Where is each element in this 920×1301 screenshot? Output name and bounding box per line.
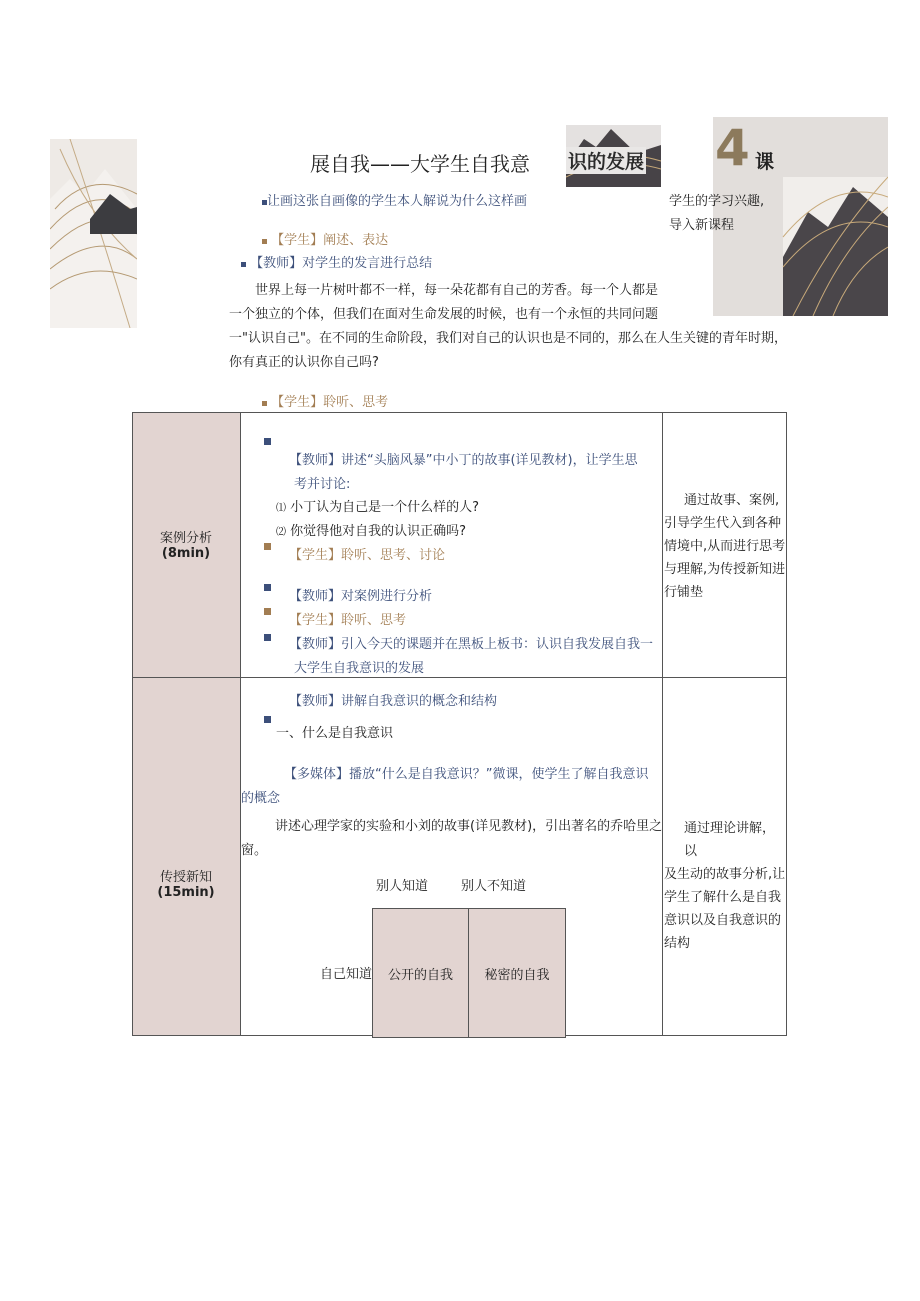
- teacher-intro-line-1: 【教师】引入今天的课题并在黑板上板书：认识自我发展自我一: [289, 637, 654, 652]
- stage-name: 传授新知: [159, 870, 212, 885]
- intro-student-2: 【学生】聆听、思考: [262, 391, 388, 415]
- johari-col-2: 别人不知道: [461, 879, 527, 894]
- bullet-icon: [262, 401, 267, 406]
- teacher-analyze: 【教师】对案例进行分析: [289, 589, 433, 604]
- intro-teacher-1: 【教师】对学生的发言进行总结: [241, 252, 432, 276]
- stage-name: 案例分析: [159, 531, 212, 546]
- bullet-icon: [264, 438, 271, 445]
- teacher-story-line-2: 考并讨论:: [294, 477, 351, 492]
- intro-para-2: 一个独立的个体，但我们在面对生命发展的时候，也有一个永恒的共同问题: [229, 307, 659, 322]
- teacher-intro-line-2: 大学生自我意识的发展: [294, 661, 425, 676]
- johari-col-1: 别人知道: [376, 879, 429, 894]
- left-decoration: [50, 139, 137, 328]
- intro-side-2: 导入新课程: [669, 218, 735, 233]
- bullet-icon: [264, 608, 271, 615]
- lesson-suffix: 课: [755, 151, 775, 173]
- page-title: 展自我——大学生自我意: [310, 152, 530, 176]
- bullet-icon: [264, 584, 271, 591]
- purpose-2: 通过理论讲解，以 及生动的故事分析,让 学生了解什么是自我 意识以及自我意识的 结构: [664, 821, 786, 951]
- johari-hidden-self: 秘密的自我: [468, 908, 566, 1038]
- student-listen: 【学生】聆听、思考: [289, 613, 407, 628]
- media-line-1: 【多媒体】播放“什么是自我意识？”微课，使学生了解自我意识: [284, 767, 649, 782]
- purpose-1: 通过故事、案例, 引导学生代入到各种 情境中,从而进行思考 与理解,为传授新知进 行铺垫: [664, 493, 786, 600]
- col-divider-2: [662, 412, 663, 1036]
- question-2: ⑵ 你觉得他对自我的认识正确吗?: [276, 524, 467, 539]
- bullet-icon: [264, 634, 271, 641]
- title-badge-text: 识的发展: [566, 147, 646, 174]
- stage-label-1: [132, 527, 240, 561]
- intro-para-3: 一"认识自己"。在不同的生命阶段，我们对自己的认识也是不同的，那么在人生关键的青年时期，: [229, 331, 787, 346]
- bullet-icon: [241, 262, 246, 267]
- intro-side-1: 学生的学习兴趣,: [669, 194, 765, 209]
- teacher-explain: 【教师】讲解自我意识的概念和结构: [289, 694, 498, 709]
- johari-row-label: 自己知道: [320, 967, 373, 982]
- line-art-mountain-left: [50, 139, 137, 328]
- intro-student-1: 【学生】阐述、表达: [262, 229, 388, 253]
- media-line-2: 的概念: [241, 791, 281, 806]
- lesson-number: 4: [715, 119, 750, 177]
- intro-line: 让画这张自画像的学生本人解说为什么这样画: [262, 190, 527, 214]
- teacher-story-line-1: 【教师】讲述“头脑风暴”中小丁的故事(详见教材)，让学生思: [289, 453, 638, 468]
- section-heading: 一、什么是自我意识: [276, 726, 394, 741]
- col-divider-1: [240, 412, 241, 1036]
- intro-para-1: 世界上每一片树叶都不一样，每一朵花都有自己的芳香。每一个人都是: [255, 283, 659, 298]
- bullet-icon: [262, 239, 267, 244]
- stage-label-2: [132, 866, 240, 900]
- intro-para-4: 你有真正的认识你自己吗?: [229, 355, 379, 370]
- johari-open-self: 公开的自我: [372, 908, 469, 1038]
- stage-time: (15min): [157, 885, 215, 900]
- title-badge: [566, 125, 661, 187]
- row-divider: [132, 677, 787, 678]
- right-decoration: [713, 117, 888, 316]
- question-1: ⑴ 小丁认为自己是一个什么样的人?: [276, 500, 480, 515]
- story-line-2: 窗。: [241, 843, 268, 858]
- stage-time: (8min): [161, 546, 211, 561]
- bullet-icon: [264, 543, 271, 550]
- student-discuss: 【学生】聆听、思考、讨论: [289, 548, 446, 563]
- story-line-1: 讲述心理学家的实验和小刘的故事(详见教材)，引出著名的乔哈里之: [275, 819, 663, 834]
- bullet-icon: [264, 716, 271, 723]
